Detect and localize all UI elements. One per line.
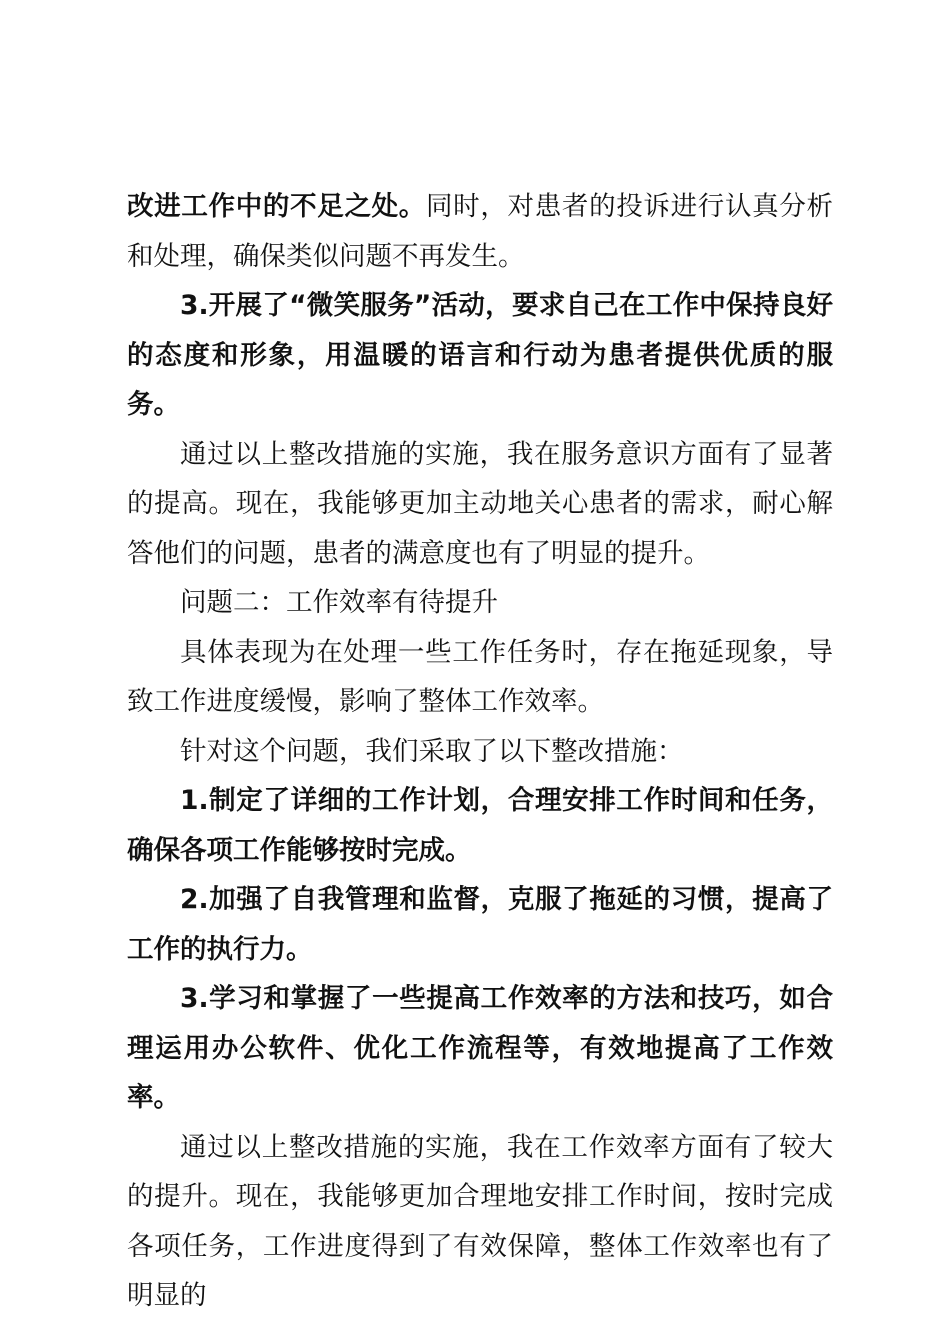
measures-intro: 针对这个问题，我们采取了以下整改措施： — [180, 735, 684, 767]
bold-phrase: 改进工作中的不足之处。 — [127, 191, 426, 222]
problem-two-heading: 问题二：工作效率有待提升 — [180, 587, 498, 618]
document-body — [127, 182, 833, 1321]
efficiency-improvement-summary: 通过以上整改措施的实施，我在工作效率方面有了较大的提升。现在，我能够更加合理地安排工作时间，按时完成各项任务，工作进度得到了有效保障，整体工作效率也有了明显的 — [127, 1131, 833, 1311]
measure-1-work-plan: 1.制定了详细的工作计划，合理安排工作时间和任务，确保各项工作能够按时完成。 — [127, 785, 833, 866]
service-improvement-summary: 通过以上整改措施的实施，我在服务意识方面有了显著的提高。现在，我能够更加主动地关心患者的需求，耐心解答他们的问题，患者的满意度也有了明显的提升。 — [127, 438, 833, 569]
paragraph-continuation — [127, 182, 833, 281]
measure-2-self-management: 2.加强了自我管理和监督，克服了拖延的习惯，提高了工作的执行力。 — [127, 884, 833, 965]
measure-3-efficiency-methods: 3.学习和掌握了一些提高工作效率的方法和技巧，如合理运用办公软件、优化工作流程等，有效地提高了工作效率。 — [127, 983, 833, 1113]
measure-3-smile-service: 3.开展了“微笑服务”活动，要求自己在工作中保持良好的态度和形象，用温暖的语言和行动为患者提供优质的服务。 — [127, 290, 833, 420]
problem-two-description: 具体表现为在处理一些工作任务时，存在拖延现象，导致工作进度缓慢，影响了整体工作效率。 — [127, 636, 833, 717]
paragraph-text: 同时，对患者的投诉进行认真分析和处理，确保类似问题不再发生。 — [127, 191, 834, 272]
